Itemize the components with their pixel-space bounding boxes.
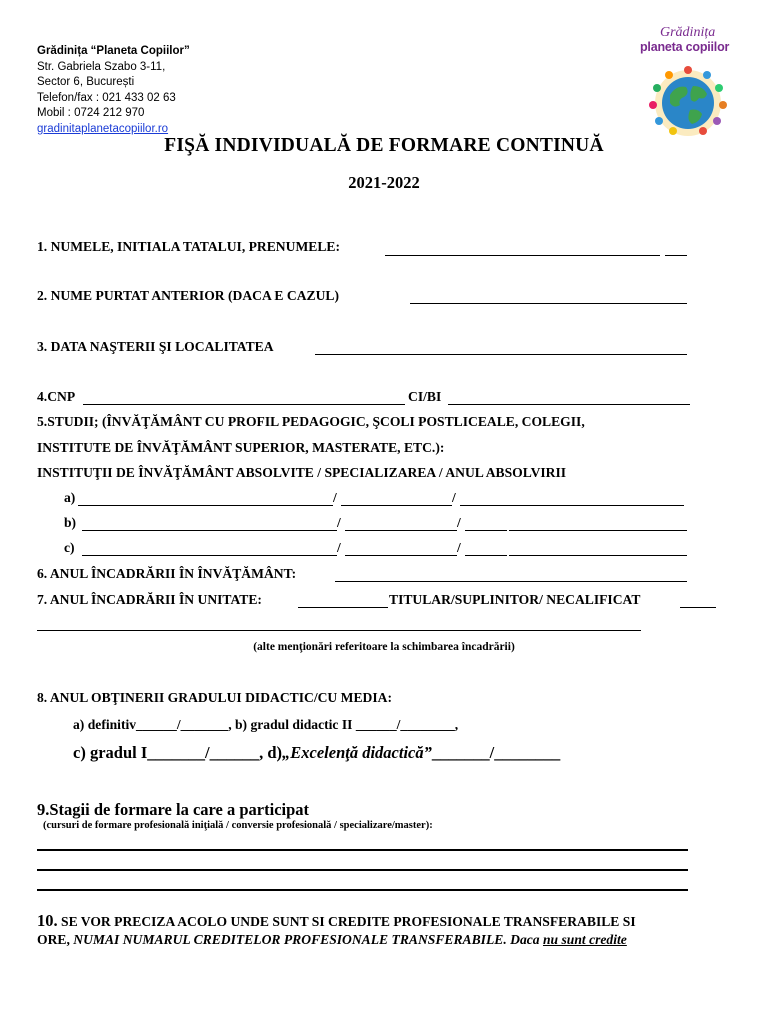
field-8-ab: a) definitiv______/_______, b) gradul didactic II ______/________, — [73, 717, 459, 732]
field-3-line[interactable] — [315, 354, 687, 355]
field-8-c-text: c) gradul I_______/______, d) — [73, 743, 283, 762]
field-5c-institution-line[interactable] — [82, 555, 337, 556]
field-10-line1: SE VOR PRECIZA ACOLO UNDE SUNT SI CREDITE PROFESIONALE TRANSFERABILE SI — [57, 914, 636, 929]
field-1-label: 1. NUMELE, INITIALA TATALUI, PRENUMELE: — [37, 239, 341, 254]
field-7-status-line[interactable] — [680, 607, 716, 608]
field-5b-label: b) — [64, 515, 77, 530]
field-8-cd — [73, 743, 560, 763]
field-2-line[interactable] — [410, 303, 687, 304]
field-4-cnp-line[interactable] — [83, 404, 405, 405]
field-5a-specialization-line[interactable] — [341, 505, 452, 506]
field-5c-year-line[interactable] — [465, 555, 507, 556]
slash: / — [337, 515, 341, 530]
school-street: Str. Gabriela Szabo 3-11, — [37, 60, 166, 73]
slash: / — [457, 515, 461, 530]
school-header — [37, 44, 190, 137]
field-1-line-end[interactable] — [665, 255, 687, 256]
logo-script-text: Grădinița — [660, 25, 716, 40]
field-5c-specialization-line[interactable] — [345, 555, 457, 556]
school-year: 2021-2022 — [348, 173, 420, 192]
field-10-number: 10. — [37, 911, 58, 930]
field-5b-year-line-ext[interactable] — [509, 530, 687, 531]
field-5b-year-line[interactable] — [465, 530, 507, 531]
field-8-excellence: „Excelenţă didactică” — [282, 743, 432, 762]
field-5-label: 5.STUDII; (ÎNVĂŢĂMÂNT CU PROFIL PEDAGOGIC, ŞCOLI POSTLICEALE, COLEGII, — [37, 414, 585, 429]
field-2-label: 2. NUME PURTAT ANTERIOR (DACA E CAZUL) — [37, 288, 340, 303]
field-9-line-3[interactable] — [37, 889, 688, 891]
field-7-note-line[interactable] — [37, 630, 641, 631]
field-3-label: 3. DATA NAŞTERII ŞI LOCALITATEA — [37, 339, 274, 354]
field-6-label: 6. ANUL ÎNCADRĂRII ÎN ÎNVĂŢĂMÂNT: — [37, 566, 297, 581]
field-9-note: (cursuri de formare profesională iniţială / conversie profesională / specializare/master): — [43, 820, 433, 831]
field-10-ore: ORE, — [37, 932, 74, 947]
field-9-line-2[interactable] — [37, 869, 688, 871]
field-5a-label: a) — [64, 490, 76, 505]
slash: / — [452, 490, 456, 505]
field-5b-specialization-line[interactable] — [345, 530, 457, 531]
field-6-line[interactable] — [335, 581, 687, 582]
field-5-label-line2: INSTITUTE DE ÎNVĂŢĂMÂNT SUPERIOR, MASTERATE, ETC.): — [37, 440, 445, 455]
field-1-line[interactable] — [385, 255, 660, 256]
field-5a-institution-line[interactable] — [78, 505, 333, 506]
planeta-copiilor-logo — [630, 22, 760, 134]
school-phone: Telefon/fax : 021 433 02 63 — [37, 91, 176, 104]
field-10-no-credits: nu sunt credite — [542, 932, 627, 947]
field-4-ci-line[interactable] — [448, 404, 690, 405]
school-mobile: Mobil : 0724 212 970 — [37, 107, 145, 119]
field-5-label-line3: INSTITUŢII DE ÎNVĂŢĂMÂNT ABSOLVITE / SPECIALIZAREA / ANUL ABSOLVIRII — [37, 465, 567, 480]
slash: / — [457, 540, 461, 555]
globe-children-icon — [635, 60, 741, 136]
field-5c-year-line-ext[interactable] — [509, 555, 687, 556]
field-4-cnp-label: 4.CNP — [37, 389, 76, 404]
field-4-ci-label: CI/BI — [408, 389, 442, 404]
slash: / — [337, 540, 341, 555]
field-5a-year-line[interactable] — [460, 505, 684, 506]
document-title: FIŞĂ INDIVIDUALĂ DE FORMARE CONTINUĂ — [164, 135, 604, 156]
field-10-text — [37, 911, 636, 931]
slash: / — [333, 490, 337, 505]
school-name: Grădinița “Planeta Copiilor” — [37, 45, 190, 57]
field-7-label: 7. ANUL ÎNCADRĂRII ÎN UNITATE: — [37, 592, 262, 607]
field-7-line[interactable] — [298, 607, 388, 608]
field-5c-label: c) — [64, 540, 75, 555]
field-9-label: 9.Stagii de formare la care a participat — [37, 800, 310, 819]
field-10-credits-text: NUMAI NUMARUL CREDITELOR PROFESIONALE TRANSFERABILE. Daca — [73, 932, 543, 947]
school-website-link[interactable]: gradinitaplanetacopiilor.ro — [37, 122, 169, 135]
field-10-line2 — [37, 932, 627, 948]
field-7-status-options: TITULAR/SUPLINITOR/ NECALIFICAT — [389, 592, 641, 607]
field-8-d-lines: _______/________ — [431, 743, 561, 762]
school-sector: Sector 6, București — [37, 76, 135, 88]
field-7-note: (alte menţionări referitoare la schimbarea încadrării) — [253, 641, 515, 653]
field-5b-institution-line[interactable] — [82, 530, 337, 531]
logo-name-text: planeta copiilor — [640, 40, 730, 54]
field-9-line-1[interactable] — [37, 849, 688, 851]
field-8-label: 8. ANUL OBŢINERII GRADULUI DIDACTIC/CU MEDIA: — [37, 690, 392, 705]
